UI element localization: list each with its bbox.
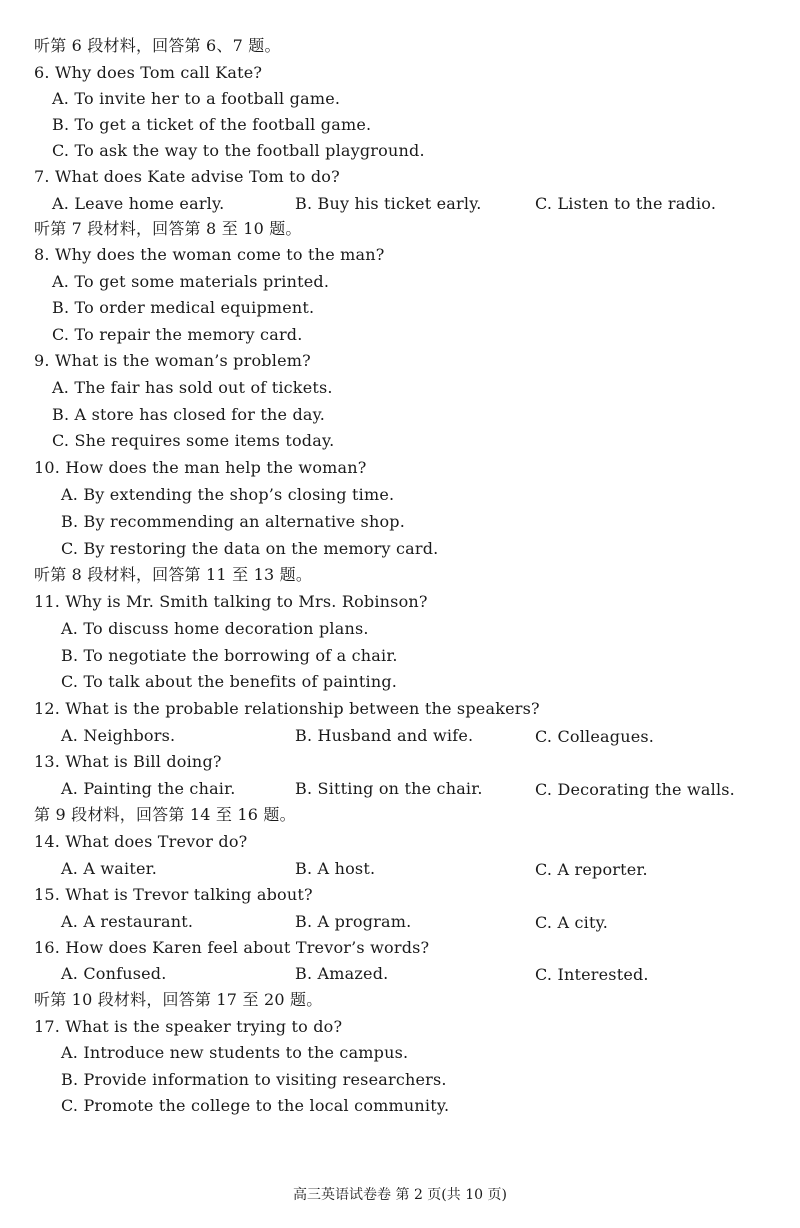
option-12a: A. Neighbors. [61,726,176,745]
question-6: 6. Why does Tom call Kate? [34,63,263,82]
option-15c: C. A city. [535,913,608,932]
option-12b: B. Husband and wife. [295,726,474,745]
option-6b: B. To get a ticket of the football game. [52,115,372,134]
option-8a: A. To get some materials printed. [52,272,330,291]
option-7c: C. Listen to the radio. [535,194,717,213]
question-16: 16. How does Karen feel about Trevor’s words? [34,938,430,957]
option-14a: A. A waiter. [61,859,157,878]
option-7a: A. Leave home early. [52,194,225,213]
section-header: 听第 8 段材料，回答第 11 至 13 题。 [34,565,313,584]
question-11: 11. Why is Mr. Smith talking to Mrs. Robinson? [34,592,428,611]
option-11a: A. To discuss home decoration plans. [61,619,369,638]
option-15b: B. A program. [295,912,412,931]
option-15a: A. A restaurant. [61,912,194,931]
option-6a: A. To invite her to a football game. [52,89,341,108]
option-13b: B. Sitting on the chair. [295,779,483,798]
section-header: 听第 10 段材料，回答第 17 至 20 题。 [34,990,323,1009]
option-14b: B. A host. [295,859,376,878]
option-11b: B. To negotiate the borrowing of a chair. [61,646,398,665]
option-16a: A. Confused. [61,964,167,983]
question-7: 7. What does Kate advise Tom to do? [34,167,340,186]
question-13: 13. What is Bill doing? [34,752,222,771]
section-header: 听第 6 段材料，回答第 6、7 题。 [34,36,281,55]
question-10: 10. How does the man help the woman? [34,458,367,477]
option-6c: C. To ask the way to the football playground. [52,141,425,160]
option-14c: C. A reporter. [535,860,648,879]
question-14: 14. What does Trevor do? [34,832,248,851]
page-footer: 高三英语试卷卷 第 2 页(共 10 页) [293,1187,507,1203]
option-11c: C. To talk about the benefits of painting. [61,672,398,691]
option-9c: C. She requires some items today. [52,431,335,450]
option-12c: C. Colleagues. [535,727,655,746]
section-header: 第 9 段材料，回答第 14 至 16 题。 [34,805,296,824]
question-17: 17. What is the speaker trying to do? [34,1017,343,1036]
option-10a: A. By extending the shop’s closing time. [61,485,395,504]
option-13a: A. Painting the chair. [61,779,236,798]
option-7b: B. Buy his ticket early. [295,194,482,213]
option-8b: B. To order medical equipment. [52,298,315,317]
option-17b: B. Provide information to visiting researchers. [61,1070,447,1089]
section-header: 听第 7 段材料，回答第 8 至 10 题。 [34,219,302,238]
question-12: 12. What is the probable relationship between the speakers? [34,699,540,718]
option-16b: B. Amazed. [295,964,389,983]
option-17c: C. Promote the college to the local community. [61,1096,450,1115]
option-17a: A. Introduce new students to the campus. [61,1043,409,1062]
option-16c: C. Interested. [535,965,649,984]
option-13c: C. Decorating the walls. [535,780,735,799]
option-8c: C. To repair the memory card. [52,325,303,344]
question-8: 8. Why does the woman come to the man? [34,245,385,264]
option-10b: B. By recommending an alternative shop. [61,512,406,531]
option-9a: A. The fair has sold out of tickets. [52,378,333,397]
option-10c: C. By restoring the data on the memory card. [61,539,439,558]
question-9: 9. What is the woman’s problem? [34,351,311,370]
question-15: 15. What is Trevor talking about? [34,885,313,904]
option-9b: B. A store has closed for the day. [52,405,326,424]
